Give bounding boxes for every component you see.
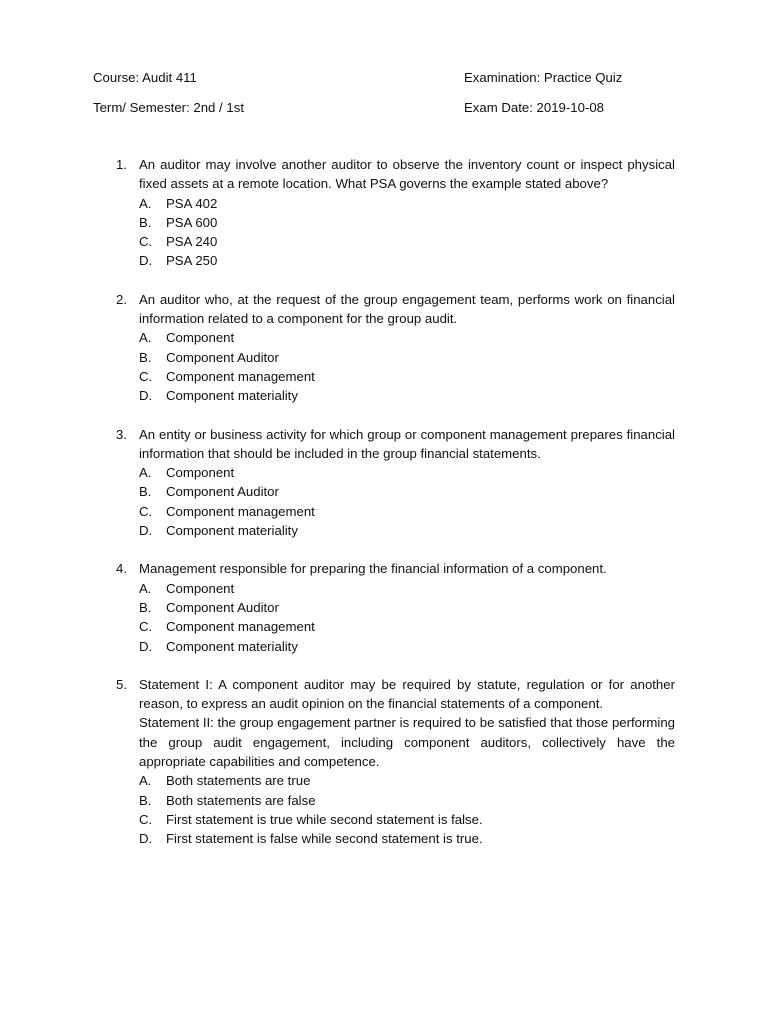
answer-option (139, 521, 675, 540)
answer-option (139, 637, 675, 656)
option-text: Component Auditor (166, 484, 279, 500)
answer-options (139, 463, 675, 540)
option-letter: D. (139, 831, 153, 847)
option-text: Component management (166, 503, 315, 519)
option-letter: C. (139, 368, 153, 384)
question-item (112, 155, 675, 271)
option-letter: C. (139, 234, 153, 250)
question-number: 1. (116, 157, 127, 172)
option-text: PSA 240 (166, 234, 218, 250)
question-number: 3. (116, 426, 127, 442)
option-text: Component Auditor (166, 599, 279, 615)
option-text: PSA 600 (166, 214, 218, 230)
question-item (112, 425, 675, 541)
option-text: Component materiality (166, 523, 298, 539)
option-text: Component Auditor (166, 349, 279, 365)
option-text: Both statements are false (166, 792, 316, 808)
option-letter: A. (139, 330, 152, 346)
option-letter: A. (139, 465, 152, 481)
answer-option (139, 829, 675, 848)
option-letter: B. (139, 484, 152, 500)
question-text: An auditor may involve another auditor to observe the inventory count or inspect physical fixed assets at a remote location. What PSA governs the example stated above? (139, 157, 675, 192)
answer-option (139, 463, 675, 482)
answer-option (139, 348, 675, 367)
option-text: Component materiality (166, 638, 298, 654)
option-text: Component (166, 465, 235, 481)
option-text: Component management (166, 368, 315, 384)
option-text: Component (166, 580, 235, 596)
answer-options (139, 579, 675, 656)
option-text: First statement is true while second statement is false. (166, 811, 483, 827)
term-semester-label: Term/ Semester: 2nd / 1st (93, 100, 244, 115)
answer-option (139, 194, 675, 213)
option-letter: B. (139, 214, 152, 230)
answer-option (139, 482, 675, 501)
answer-option (139, 791, 675, 810)
option-letter: D. (139, 638, 153, 654)
option-letter: B. (139, 349, 152, 365)
answer-options (139, 328, 675, 405)
option-letter: C. (139, 503, 153, 519)
option-letter: A. (139, 773, 152, 789)
option-text: Component management (166, 619, 315, 635)
answer-option (139, 367, 675, 386)
answer-option (139, 232, 675, 251)
option-letter: D. (139, 388, 153, 404)
question-item (112, 290, 675, 406)
answer-options (139, 194, 675, 271)
option-text: PSA 250 (166, 253, 218, 269)
question-text: An entity or business activity for which group or component management prepares financial information that should be included in the group financial statements. (139, 426, 675, 461)
option-letter: B. (139, 599, 152, 615)
examination-label: Examination: Practice Quiz (464, 70, 623, 85)
option-letter: A. (139, 195, 152, 211)
answer-option (139, 598, 675, 617)
option-letter: D. (139, 523, 153, 539)
option-text: Component materiality (166, 388, 298, 404)
question-item (112, 559, 675, 655)
answer-option (139, 386, 675, 405)
option-letter: B. (139, 792, 152, 808)
option-text: Component (166, 330, 235, 346)
option-letter: C. (139, 811, 153, 827)
course-label: Course: Audit 411 (93, 70, 197, 85)
header-right (464, 68, 622, 128)
option-letter: C. (139, 619, 153, 635)
answer-options (139, 771, 675, 848)
answer-option (139, 771, 675, 790)
answer-option (139, 810, 675, 829)
option-letter: A. (139, 580, 152, 596)
exam-date-label: Exam Date: 2019-10-08 (464, 100, 605, 115)
question-text: Management responsible for preparing the financial information of a component. (139, 561, 607, 577)
option-letter: D. (139, 253, 153, 269)
header-left (93, 68, 244, 128)
question-item (112, 675, 675, 849)
answer-option (139, 502, 675, 521)
answer-option (139, 579, 675, 598)
answer-option (139, 251, 675, 270)
question-text: An auditor who, at the request of the group engagement team, performs work on financial information related to a component for the group audit. (139, 291, 675, 327)
question-list (112, 155, 675, 868)
question-number: 2. (116, 291, 127, 307)
question-text: Statement II: the group engagement partner is required to be satisfied that those performing the group audit engagement, including component auditors, collectively have the appropriate capabilities and competence. (139, 715, 675, 770)
question-number: 5. (116, 676, 127, 692)
option-text: First statement is false while second statement is true. (166, 831, 483, 847)
option-text: Both statements are true (166, 773, 311, 789)
question-text: Statement I: A component auditor may be required by statute, regulation or for another reason, to express an audit opinion on the financial statements of a component. (139, 676, 675, 712)
option-text: PSA 402 (166, 195, 218, 211)
answer-option (139, 213, 675, 232)
question-number: 4. (116, 561, 127, 577)
answer-option (139, 328, 675, 347)
answer-option (139, 617, 675, 636)
